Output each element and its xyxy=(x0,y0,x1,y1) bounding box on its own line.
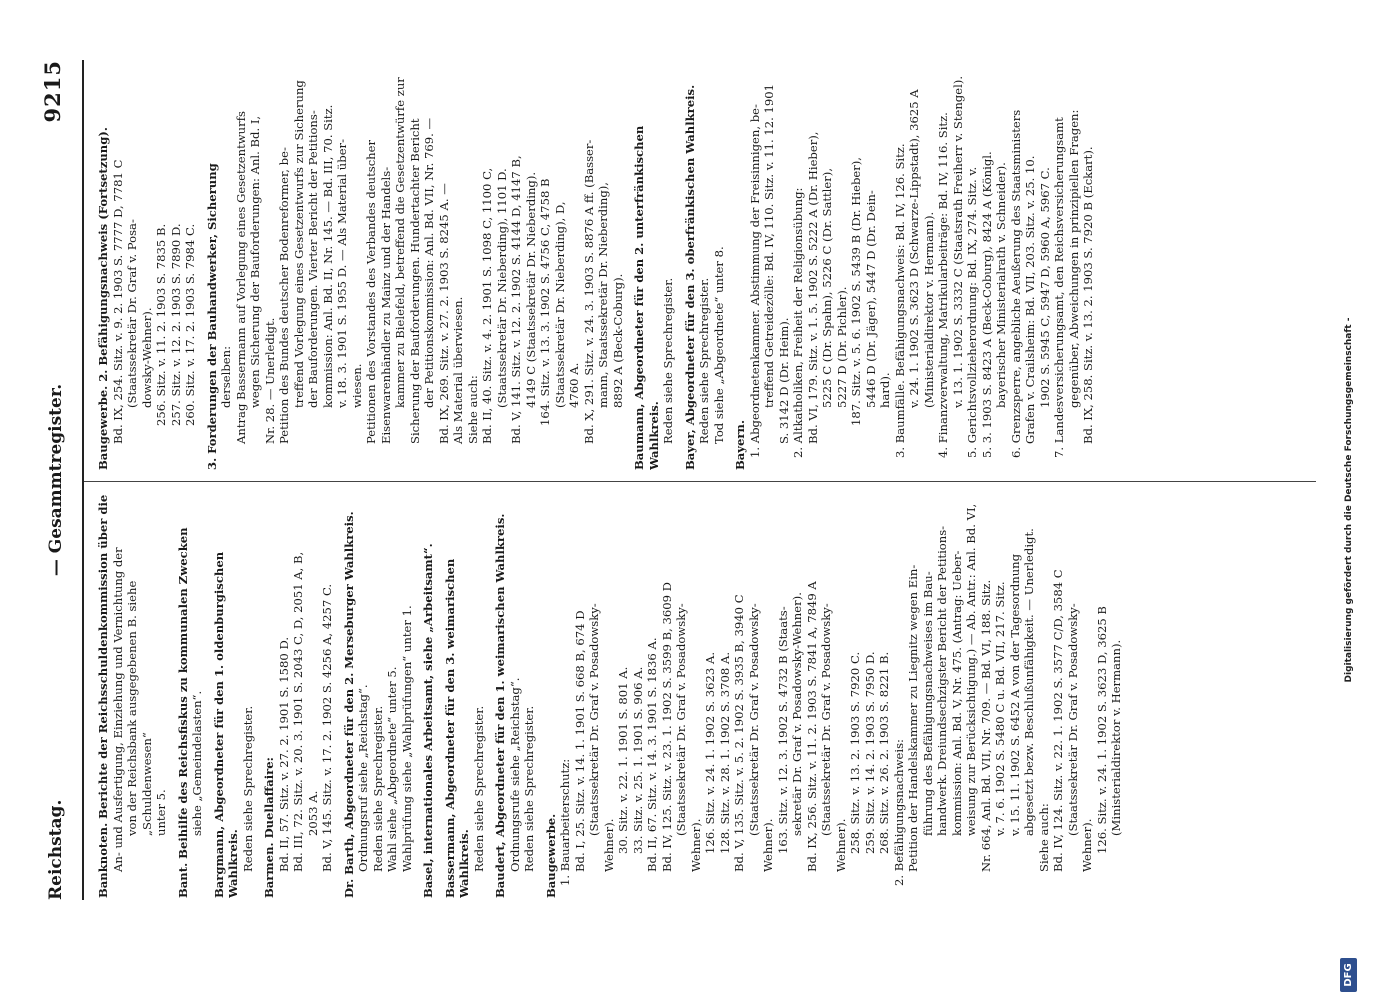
entry-line: Ordnungsruf siehe „Reichstag“. xyxy=(356,684,370,872)
entry-line: Bd. IV, 125. Sitz. v. 23. 1. 1902 S. 3599 B, 3609 D xyxy=(659,582,674,872)
entry-line: (Ministerialdirektor v. Hermann). xyxy=(1109,639,1123,836)
entry-line: 8892 A (Beck-Coburg). xyxy=(610,273,625,408)
register-entry xyxy=(262,490,335,898)
entry-line: 5225 C (Dr. Spahn), 5226 C (Dr. Sattler), xyxy=(820,167,834,408)
entry-line: 2. Befähigungsnachweis: xyxy=(891,739,906,886)
entry-line: 5. Gerichtsvollzieherordnung: Bd. IX, 274. Sitz. v. xyxy=(965,166,979,458)
entry-line: der Bauforderungen. Vierter Bericht der Petitions- xyxy=(306,110,320,408)
dfg-logo: DFG xyxy=(1340,958,1357,992)
register-entry xyxy=(205,62,626,470)
entry-line: kommission: Anl. Bd. V, Nr. 475. (Antrag: Ueber- xyxy=(949,550,964,836)
entry-line: Bd. IX, 256. Sitz. v. 11. 2. 1903 S. 7841 A, 7849 A xyxy=(804,581,819,872)
entry-line: derselben: xyxy=(219,346,233,408)
column-divider xyxy=(84,481,1316,482)
entry-line: bayerischer Ministerialrath v. Schneider). xyxy=(994,162,1008,408)
entry-line: 1902 S. 5945 C, 5947 D, 5960 A, 5967 C. xyxy=(1037,167,1052,408)
entry-line: der Petitionskommission: Anl. Bd. VII, Nr. 769. — xyxy=(422,117,436,408)
entry-line: wegen Sicherung der Bauforderungen: Anl. Bd. I, xyxy=(248,115,262,408)
entry-line: 257. Sitz. v. 12. 2. 1903 S. 7890 D. xyxy=(168,223,183,426)
entry-line: 33. Sitz. v. 25. 1. 1901 S. 906 A. xyxy=(630,666,645,854)
entry-line: Bd. VI, 179. Sitz. v. 1. 5. 1902 S. 5222 A (Dr. Hieber), xyxy=(805,131,820,444)
entry-line: Wehner). xyxy=(601,818,616,872)
entry-line: Barmen. Duellaffaire: xyxy=(262,757,276,898)
entry-line: Bd. II, 57. Sitz. v. 27. 2. 1901 S. 1580 D. xyxy=(276,636,291,872)
entry-line: unter 5. xyxy=(154,789,168,836)
entry-line: (Staatssekretär Dr. Graf v. Posadowsky- xyxy=(1065,603,1080,836)
register-entry xyxy=(342,490,415,898)
entry-line: Bayern. xyxy=(733,420,747,470)
entry-line: gegenüber, Abweichungen in prinzipiellen Fragen: xyxy=(1066,109,1081,408)
entry-line: Siehe auch: xyxy=(465,375,480,444)
entry-line: 6. Grenzsperre, angebliche Aeußerung des Staatsministers xyxy=(1008,109,1023,458)
entry-line: 5227 D (Dr. Pichler). xyxy=(834,286,849,408)
entry-line: 259. Sitz. v. 14. 2. 1903 S. 7950 D. xyxy=(862,651,877,854)
entry-line: 126. Sitz. v. 24. 1. 1902 S. 3623 A. xyxy=(703,651,717,854)
entry-line: 4149 C (Staatssekretär Dr. Nieberding). xyxy=(523,171,538,408)
entry-line: 258. Sitz. v. 13. 2. 1903 S. 7920 C. xyxy=(848,651,862,854)
entry-line: (Staatssekretär Dr. Nieberding), D, xyxy=(552,201,567,408)
entry-line: Siehe auch: xyxy=(1036,803,1051,872)
entry-line: (Staatssekretär Dr. Nieberding), 1101 D. xyxy=(494,168,509,408)
entry-line: 7. Landesversicherungsamt, den Reichsversicherungsamt xyxy=(1052,117,1066,458)
header-rule xyxy=(82,60,84,900)
entry-line: abgesetzt bezw. Beschlußunfähigkeit. — Unerledigt. xyxy=(1022,528,1036,836)
entry-line: Baugewerbe. xyxy=(543,813,558,898)
entry-line: Bd. II, 67. Sitz. v. 14. 3. 1901 S. 1836 A. xyxy=(645,637,659,872)
entry-line: v. 18. 3. 1901 S. 1955 D. — Als Material über- xyxy=(335,138,349,408)
entry-line: weisung zur Berücksichtigung.) — Ab. Antr.: Anl. Bd. VI, xyxy=(964,503,978,836)
entry-line: (Staatssekretär Dr. Graf v. Posadowsky- xyxy=(587,603,601,836)
entry-line: Antrag Bassermann auf Vorlegung eines Gesetzentwurfs xyxy=(233,111,248,444)
entry-line: 268. Sitz. v. 26. 2. 1903 S. 8221 B. xyxy=(877,651,891,854)
entry-line: Bd. V, 145. Sitz. v. 17. 2. 1902 S. 4256 A, 4257 C. xyxy=(320,583,334,872)
entry-line: 3. Forderungen der Bauhandwerker, Sicherung xyxy=(204,163,219,470)
entry-line: Reden siehe Sprechregister. xyxy=(471,705,486,872)
entry-line: (Staatssekretär Dr. Graf v. Posa- xyxy=(125,219,139,408)
register-entry xyxy=(212,490,256,898)
register-entry xyxy=(632,62,676,470)
entry-line: Reden siehe Sprechregister. xyxy=(697,277,711,444)
entry-line: 260. Sitz. v. 17. 2. 1903 S. 7984 C. xyxy=(183,223,197,426)
entry-line: 163. Sitz. v. 12. 3. 1902 S. 4732 B (Staats- xyxy=(775,606,790,854)
entry-line: Reden siehe Sprechregister. xyxy=(370,705,385,872)
running-head-left: Reichstag. xyxy=(46,799,66,900)
entry-line: Bd. V, 141. Sitz. v. 12. 2. 1902 S. 4144 D, 4147 B, xyxy=(509,155,523,444)
entry-line: 5. 3. 1903 S. 8423 A (Beck-Coburg), 8424 A (Königl. xyxy=(979,151,994,458)
entry-line: siehe „Gemeindelasten“. xyxy=(190,690,204,836)
entry-line: 164. Sitz. v. 13. 3. 1902 S. 4756 C, 4758 B xyxy=(538,178,552,426)
entry-line: Petitionen des Vorstandes des Verbandes deutscher xyxy=(364,139,378,444)
entry-line: Bayer, Abgeordneter für den 3. oberfränkischen Wahlkreis. xyxy=(682,84,697,470)
entry-line: Wahlprüfung siehe „Wahlprüfungen“ unter 1. xyxy=(399,605,414,872)
entry-line: Bargmann, Abgeordneter für den 1. oldenburgischen Wahlkreis. xyxy=(211,551,240,898)
entry-line: Reden siehe Sprechregister. xyxy=(522,705,536,872)
entry-line: Bd. IX, 254. Sitz. v. 9. 2. 1903 S. 7777 D, 7781 C xyxy=(110,159,125,444)
entry-line: Als Material überwiesen. xyxy=(451,296,465,444)
entry-line: (Staatssekretär Dr. Graf v. Posadowsky- xyxy=(674,603,688,836)
entry-line: Tod siehe „Abgeordnete“ unter 8. xyxy=(711,246,726,444)
entry-line: Petition der Handelskammer zu Liegnitz wegen Ein- xyxy=(906,564,920,872)
entry-line: v. 24. 1. 1902 S. 3623 D (Schwarze-Lippstadt), 3625 A xyxy=(907,89,921,408)
register-entry xyxy=(96,490,169,898)
register-entry xyxy=(493,490,537,898)
entry-line: Bd. V, 135. Sitz. v. 5. 2. 1902 S. 3935 B, 3940 C xyxy=(732,594,746,872)
entry-line: 1. Abgeordnetenkammer. Abstimmung der Freisinnigen, be- xyxy=(747,104,762,458)
entry-line: Wahl siehe „Abgeordnete“ unter 5. xyxy=(385,666,399,872)
entry-line: 256. Sitz. v. 11. 2. 1903 S. 7835 B. xyxy=(154,223,168,426)
digitization-note: Digitalisierung gefördert durch die Deutsche Forschungsgemeinschaft - xyxy=(1344,317,1354,683)
register-entry xyxy=(683,62,727,470)
entry-line: dowsky-Wehner). xyxy=(139,307,154,408)
entry-line: hard). xyxy=(878,372,892,408)
entry-line: Banknoten. Berichte der Reichsschuldenkommission über die xyxy=(96,494,110,898)
entry-line: Bd. III, 72. Sitz. v. 20. 3. 1901 S. 2043 C, D, 2051 A, B, xyxy=(291,551,305,872)
entry-line: treffend Getreidezölle: Bd. IV, 110. Sitz. v. 11. 12. 1901 xyxy=(762,83,776,408)
entry-line: Reden siehe Sprechregister. xyxy=(661,277,675,444)
entry-line: 30. Sitz. v. 22. 1. 1901 S. 801 A. xyxy=(616,666,630,854)
entry-line: Bd. I, 25. Sitz. v. 14. 1. 1901 S. 668 B, 674 D xyxy=(572,610,587,872)
entry-line: 128. Sitz. v. 28. 1. 1902 S. 3708 A. xyxy=(717,651,732,854)
entry-line: Baugewerbe. 2. Befähigungsnachweis (Fortsetzung). xyxy=(96,127,110,470)
register-entry xyxy=(421,490,436,898)
entry-line: Wehner). xyxy=(1080,818,1094,872)
entry-line: Baumann, Abgeordneter für den 2. unterfränkischen Wahlkreis. xyxy=(632,125,661,470)
entry-line: An- und Ausfertigung, Einziehung und Vernichtung der xyxy=(110,547,125,872)
entry-line: v. 13. 1. 1902 S. 3332 C (Staatsrath Freiherr v. Stengel). xyxy=(950,76,965,408)
page-number: 9215 xyxy=(40,60,65,123)
entry-line: 4. Finanzverwaltung, Matrikularbeiträge: Bd. IV, 116. Sitz. xyxy=(936,112,950,458)
entry-line: Basel, internationales Arbeitsamt, siehe „Arbeitsamt“. xyxy=(421,543,435,898)
register-entry xyxy=(544,490,1124,898)
entry-line: Petition des Bundes deutscher Bodenreformer, be- xyxy=(277,147,291,444)
entry-line: handwerk. Dreiundsechzigster Bericht der Petitions- xyxy=(935,525,949,836)
entry-line: Bd. IV, 124. Sitz. v. 22. 1. 1902 S. 3577 C/D, 3584 C xyxy=(1051,569,1065,872)
entry-line: Dr. Barth, Abgeordneter für den 2. Merseburger Wahlkreis. xyxy=(341,511,356,898)
register-entry xyxy=(96,62,198,470)
register-entry xyxy=(733,62,1096,470)
entry-line: Bassermann, Abgeordneter für den 3. weimarischen Wahlkreis. xyxy=(442,558,471,898)
entry-line: (Staatssekretär Dr. Graf v. Posadowsky- xyxy=(819,603,833,836)
entry-line: 187. Sitz. v. 5. 6. 1902 S. 5439 B (Dr. Hieber), xyxy=(849,157,863,426)
entry-line: Sicherung der Bauforderungen. Hundertachter Bericht xyxy=(407,118,422,444)
entry-line: Bd. X, 291. Sitz. v. 24. 3. 1903 S. 8876 A ff. (Basser- xyxy=(581,139,596,444)
entry-line: 3. Baumfälle. Befähigungsnachweis: Bd. IV, 126. Sitz. xyxy=(892,143,907,458)
entry-line: Ordnungsrufe siehe „Reichstag“. xyxy=(507,677,522,872)
entry-line: 1. Bauarbeiterschutz: xyxy=(558,758,572,886)
register-entry xyxy=(443,490,487,898)
entry-line: kommission: Anl. Bd. II, Nr. 145. — Bd. III, 70. Sitz. xyxy=(320,104,335,408)
running-head xyxy=(40,60,70,900)
right-column xyxy=(96,62,1321,470)
entry-line: wiesen. xyxy=(349,363,364,408)
entry-line: Bant. Beihilfe des Reichsfiskus zu kommunalen Zwecken xyxy=(175,527,190,898)
register-entry xyxy=(176,490,205,898)
entry-line: Wehner). xyxy=(833,818,848,872)
left-column xyxy=(96,490,1321,898)
entry-line: treffend Vorlegung eines Gesetzentwurfs zur Sicherung xyxy=(291,80,306,408)
entry-line: kammer zu Bielefeld, betreffend die Gesetzentwürfe zur xyxy=(393,77,407,408)
entry-line: 2053 A. xyxy=(305,790,320,836)
entry-line: Grafen v. Crailsheim: Bd. VII, 203. Sitz. v. 25. 10. xyxy=(1023,155,1037,444)
entry-line: Eisenwarenhändler zu Mainz und der Handels- xyxy=(378,166,393,444)
entry-line: 5446 D (Dr. Jäger), 5447 D (Dr. Dein- xyxy=(863,190,878,408)
entry-line: Baudert, Abgeordneter für den 1. weimarischen Wahlkreis. xyxy=(493,513,507,898)
entry-line: Wehner). xyxy=(761,818,775,872)
entry-line: (Ministerialdirektor v. Hermann). xyxy=(921,211,936,408)
entry-line: sekretär Dr. Graf v. Posadowsky-Wehner). xyxy=(790,592,804,836)
entry-line: S. 3142 D (Dr. Heim). xyxy=(776,317,791,444)
entry-line: Bd. IX, 269. Sitz. v. 27. 2. 1903 S. 8245 A. — xyxy=(436,183,451,444)
entry-line: 2. Altkatholiken, Freiheit der Religionsübung: xyxy=(791,187,805,458)
entry-line: Bd. II, 40. Sitz. v. 4. 2. 1901 S. 1098 C, 1100 C, xyxy=(480,167,494,444)
entry-line: führung des Befähigungsnachweises im Bau- xyxy=(920,571,935,836)
entry-line: v. 15. 11. 1902 S. 6452 A von der Tagesordnung xyxy=(1007,553,1022,836)
entry-line: Nr. 664, Anl. Bd. VII, Nr. 709. — Bd. VI, 188. Sitz. xyxy=(978,579,993,872)
entry-line: mann, Staatssekretär Dr. Nieberding), xyxy=(596,182,610,408)
entry-line: 126. Sitz. v. 24. 1. 1902 S. 3623 D, 3625 B xyxy=(1094,606,1109,854)
entry-line: Wehner). xyxy=(688,818,703,872)
entry-line: 4760 A. xyxy=(567,362,581,408)
running-head-center: — Gesammtregister. xyxy=(46,383,66,577)
entry-line: Reden siehe Sprechregister. xyxy=(240,705,255,872)
entry-line: Nr. 28. — Unerledigt. xyxy=(262,317,277,444)
entry-line: Bd. IX, 258. Sitz. v. 13. 2. 1903 S. 7920 B (Eckart). xyxy=(1081,146,1095,444)
entry-line: (Staatssekretär Dr. Graf v. Posadowsky- xyxy=(746,603,761,836)
entry-line: v. 7. 6. 1902 S. 5480 C u. Bd. VII, 217. Sitz. xyxy=(993,581,1007,836)
entry-line: von der Reichsbank ausgegebenen B. siehe „Schuldenwesen“ xyxy=(125,580,154,836)
